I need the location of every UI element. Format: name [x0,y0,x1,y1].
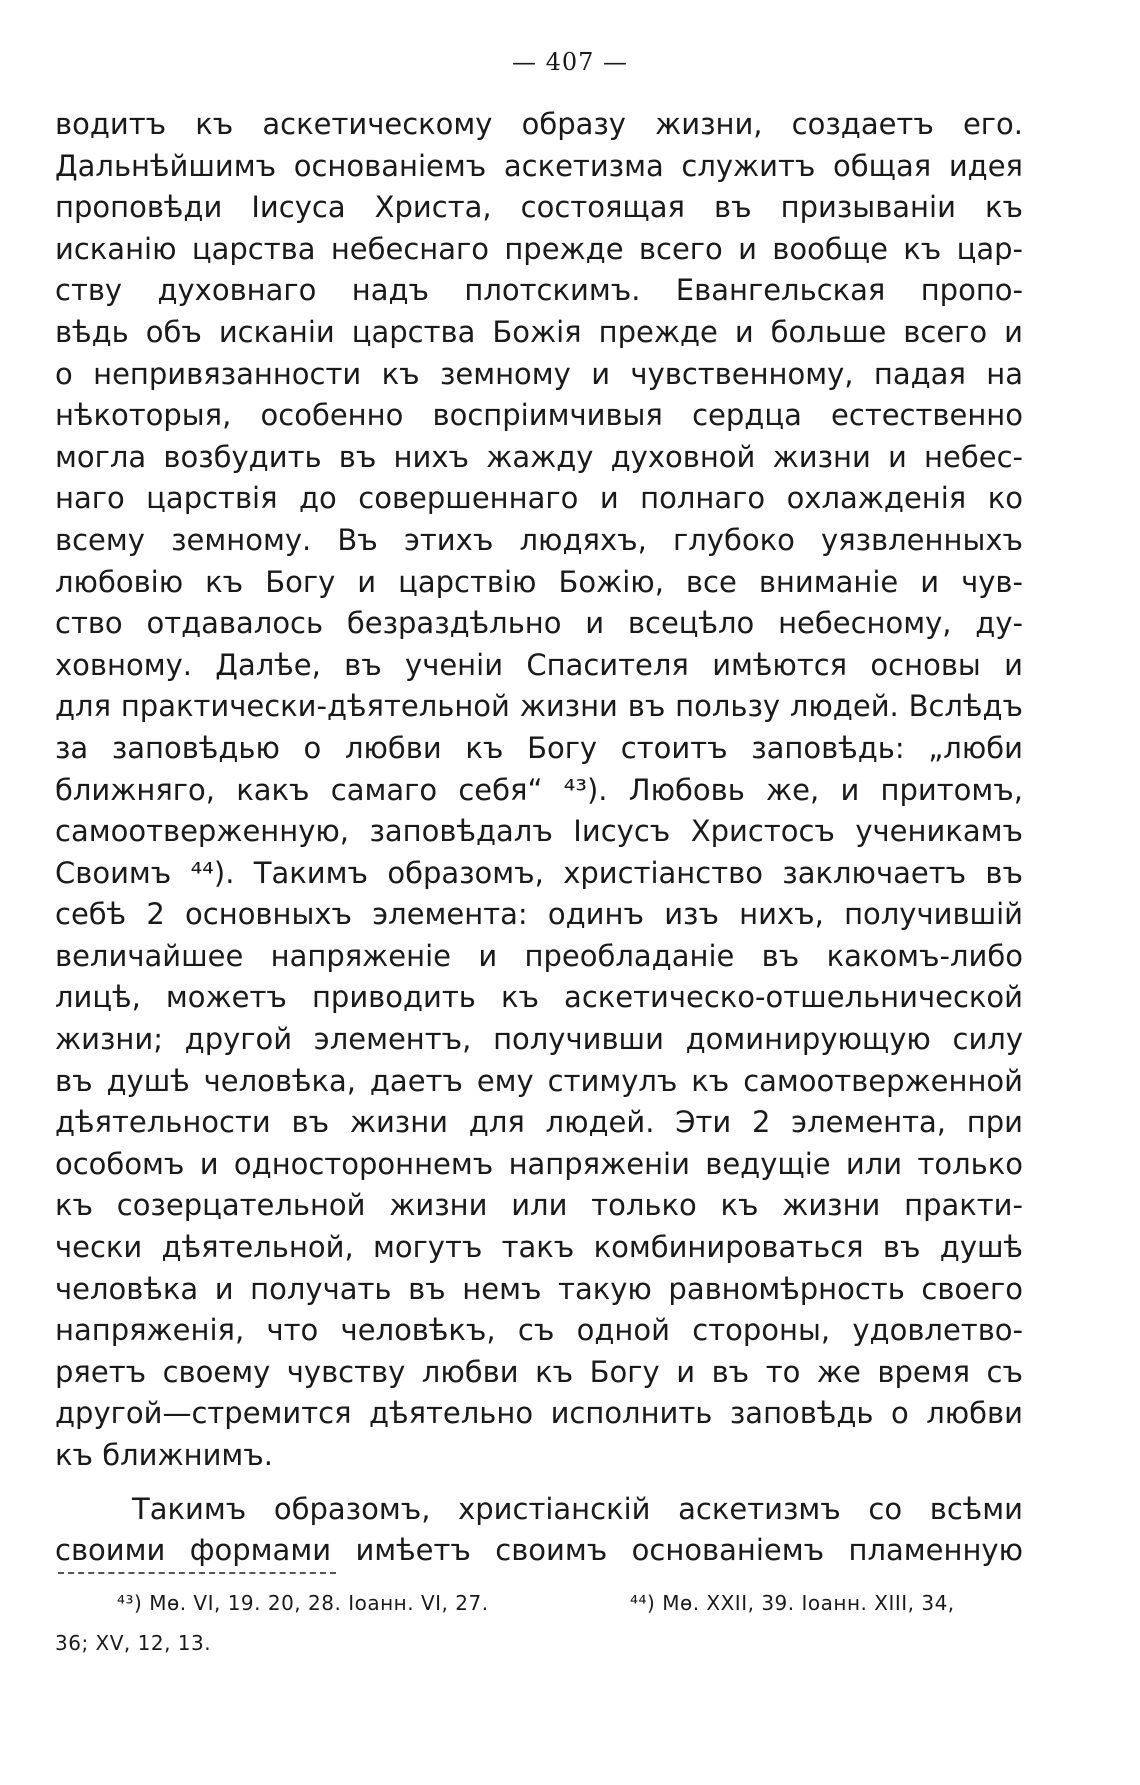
text-line: проповѣди Іисуса Христа, состоящая въ призываніи къ [55,190,1023,225]
text-line: къ созерцательной жизни или только къ жизни практи- [55,1188,1023,1223]
text-line: любовію къ Богу и царствію Божію, все вниманіе и чув- [55,564,1023,599]
text-line: нѣкоторыя, особенно воспріимчивыя сердца естественно [55,398,1023,433]
text-line: ству духовнаго надъ плотскимъ. Евангельская пропо- [55,273,1023,308]
footnote-separator [58,1572,336,1574]
text-line: ство отдавалось безраздѣльно и всецѣло небесному, ду- [55,606,1023,641]
text-line-paragraph-end: къ ближнимъ. [55,1438,274,1472]
text-line: наго царствія до совершеннаго и полнаго охлажденія ко [55,481,1023,516]
paragraph-gap [55,1477,1023,1489]
text-line: чески дѣятельной, могутъ такъ комбинироваться въ душѣ [55,1230,1023,1265]
text-line: вѣдь объ исканіи царства Божія прежде и больше всего и [55,314,1023,349]
footnote-44-continuation: 36; XV, 12, 13. [55,1631,212,1655]
text-line: другой—стремится дѣятельно исполнить заповѣдь о любви [55,1396,1023,1431]
footnote-row [55,1623,1023,1663]
text-line: ряетъ своему чувству любви къ Богу и въ то же время съ [55,1354,1023,1389]
text-line: могла возбудить въ нихъ жажду духовной жизни и небес- [55,439,1023,474]
text-line: о непривязанности къ земному и чувственному, падая на [55,356,1023,391]
page-number: — 407 — [511,48,629,76]
text-line: величайшее напряженіе и преобладаніе въ какомъ-либо [55,938,1023,973]
text-line: особомъ и одностороннемъ напряженіи ведущіе или только [55,1146,1023,1181]
text-line: жизни; другой элементъ, получивши доминирующую силу [55,1022,1023,1057]
text-line: самоотверженную, заповѣдалъ Іисусъ Христосъ ученикамъ [55,814,1023,849]
text-line: лицѣ, можетъ приводить къ аскетическо-отшельнической [55,980,1023,1015]
footnotes [55,1583,1023,1663]
text-line: водитъ къ аскетическому образу жизни, создаетъ его. [55,107,1023,141]
text-line: Своимъ ⁴⁴). Такимъ образомъ, христіанство заключаетъ въ [55,855,1023,890]
text-line: ближняго, какъ самаго себя“ ⁴³). Любовь же, и притомъ, [55,772,1023,807]
text-line-paragraph-start: Такимъ образомъ, христіанскій аскетизмъ со всѣми [132,1491,1023,1526]
text-line: дѣятельности въ жизни для людей. Эти 2 элемента, при [55,1105,1023,1140]
text-line: для практически-дѣятельной жизни въ пользу людей. Вслѣдъ [55,689,1023,724]
footnote-43: ⁴³) Мѳ. VI, 19. 20, 28. Іоанн. VI, 27. [117,1591,489,1615]
text-line: Дальнѣйшимъ основаніемъ аскетизма служитъ общая идея [55,148,1023,183]
text-line: человѣка и получать въ немъ такую равномѣрность своего [55,1271,1023,1306]
footnote-row [55,1583,1023,1623]
footnote-44: ⁴⁴) Мѳ. XXII, 39. Іоанн. XIII, 34, [630,1591,955,1615]
text-line: въ душѣ человѣка, даетъ ему стимулъ къ самоотверженной [55,1063,1023,1098]
text-line: себѣ 2 основныхъ элемента: одинъ изъ нихъ, получившій [55,897,1023,932]
text-line: за заповѣдью о любви къ Богу стоитъ заповѣдь: „люби [55,730,1023,765]
text-line: ховному. Далѣе, въ ученіи Спасителя имѣются основы и [55,647,1023,682]
text-line: напряженія, что человѣкъ, съ одной стороны, удовлетво- [55,1313,1023,1348]
text-line: своими формами имѣетъ своимъ основаніемъ пламенную [55,1533,1023,1568]
text-line: исканію царства небеснаго прежде всего и вообще къ цар- [55,231,1023,266]
body-text [55,104,1023,1572]
text-line: всему земному. Въ этихъ людяхъ, глубоко уязвленныхъ [55,522,1023,557]
